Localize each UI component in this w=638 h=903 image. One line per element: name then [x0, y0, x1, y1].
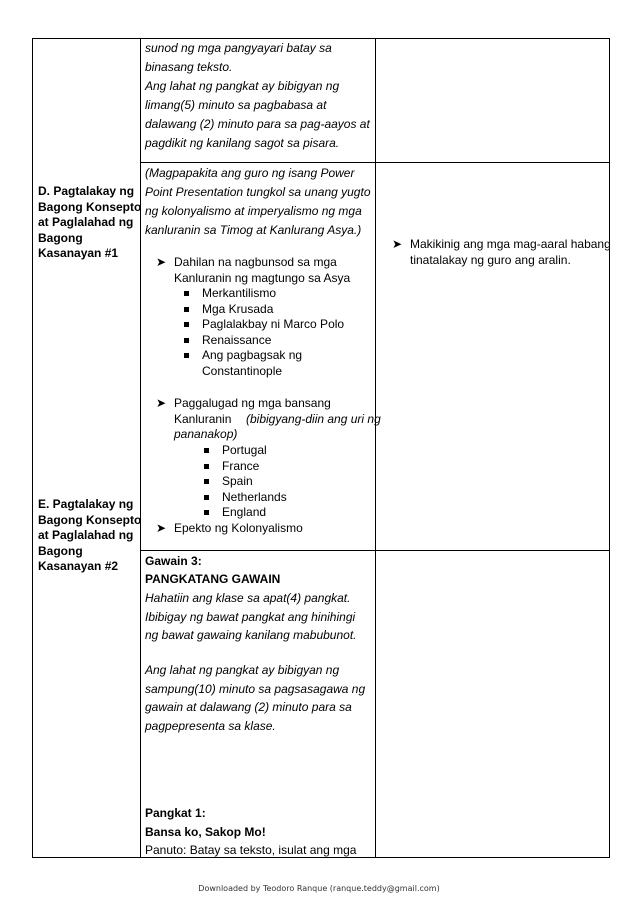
text-line: Ang lahat ng pangkat ay bibigyan ng: [145, 79, 340, 93]
list-item: France: [222, 459, 260, 473]
text-line: dalawang (2) minuto para sa pag-aayos at: [145, 117, 370, 131]
arrow-bullet-icon: ➤: [156, 255, 167, 269]
download-footer: Downloaded by Teodoro Ranque (ranque.teddy@gmail.com): [198, 884, 440, 893]
pangkat-title: Pangkat 1:: [145, 806, 206, 820]
list-item: Ang pagbagsak ng: [202, 348, 303, 362]
bullet-text-italic: (bibigyang-diin ang uri ng: [246, 412, 381, 426]
label-line: at Paglalahad ng: [38, 215, 134, 229]
bullet-text-italic: pananakop): [174, 427, 238, 441]
label-line: Kasanayan #1: [38, 246, 119, 260]
square-bullet-icon: [204, 464, 209, 469]
text-line: limang(5) minuto sa pagbabasa at: [145, 98, 327, 112]
bullet-text: Epekto ng Kolonyalismo: [174, 521, 303, 535]
label-line: Bagong Konsepto: [38, 200, 142, 214]
pangkat-name: Bansa ko, Sakop Mo!: [145, 825, 266, 839]
bullet-text: Kanluranin: [174, 412, 232, 426]
label-line: Kasanayan #2: [38, 559, 119, 573]
table-left-border: [32, 38, 33, 858]
gawain-title: Gawain 3:: [145, 554, 202, 568]
list-item: Portugal: [222, 443, 267, 457]
square-bullet-icon: [204, 448, 209, 453]
square-bullet-icon: [184, 307, 189, 312]
list-item: Renaissance: [202, 333, 272, 347]
panuto-text: Panuto: Batay sa teksto, isulat ang mga: [145, 843, 357, 857]
gawain-subtitle: PANGKATANG GAWAIN: [145, 572, 281, 586]
label-line: D. Pagtalakay ng: [38, 184, 135, 198]
text-line: pagdikit ng kanilang sagot sa pisara.: [145, 136, 340, 150]
square-bullet-icon: [184, 322, 189, 327]
list-item: Mga Krusada: [202, 302, 274, 316]
text-line: Ang lahat ng pangkat ay bibigyan ng: [145, 663, 340, 677]
bullet-text: Paggalugad ng mga bansang: [174, 396, 331, 410]
text-line: binasang teksto.: [145, 60, 233, 74]
square-bullet-icon: [204, 510, 209, 515]
square-bullet-icon: [204, 495, 209, 500]
list-item: Merkantilismo: [202, 286, 277, 300]
label-line: at Paglalahad ng: [38, 528, 134, 542]
list-item-continuation: Constantinople: [202, 364, 283, 378]
arrow-bullet-icon: ➤: [156, 396, 167, 410]
list-item: Paglalakbay ni Marco Polo: [202, 317, 345, 331]
text-line: sunod ng mga pangyayari batay sa: [145, 41, 332, 55]
text-line: Point Presentation tungkol sa unang yugto: [145, 185, 371, 199]
square-bullet-icon: [184, 338, 189, 343]
text-line: pagpepresenta sa klase.: [145, 719, 276, 733]
text-line: kanluranin sa Timog at Kanlurang Asya.): [145, 223, 362, 237]
label-line: E. Pagtalakay ng: [38, 497, 134, 511]
text-line: Ibibigay ng bawat pangkat ang hinihingi: [145, 610, 356, 624]
text-line: ng bawat gawaing kanilang mabubunot.: [145, 628, 357, 642]
bullet-text: Dahilan na nagbunsod sa mga: [174, 255, 337, 269]
table-right-border: [609, 38, 610, 858]
list-item: Spain: [222, 474, 253, 488]
text-line: sampung(10) minuto sa pagsasagawa ng: [145, 682, 366, 696]
text-line: (Magpapakita ang guro ng isang Power: [145, 166, 355, 180]
column1-divider: [140, 38, 141, 858]
list-item: England: [222, 505, 267, 519]
student-activity-text: tinatalakay ng guro ang aralin.: [410, 253, 571, 267]
square-bullet-icon: [184, 291, 189, 296]
label-line: Bagong: [38, 544, 83, 558]
text-line: Hahatiin ang klase sa apat(4) pangkat.: [145, 591, 351, 605]
square-bullet-icon: [204, 479, 209, 484]
label-line: Bagong: [38, 231, 83, 245]
arrow-bullet-icon: ➤: [392, 237, 403, 251]
table-top-border: [32, 38, 610, 39]
arrow-bullet-icon: ➤: [156, 521, 167, 535]
square-bullet-icon: [184, 353, 189, 358]
student-activity-text: Makikinig ang mga mag-aaral habang: [410, 237, 611, 251]
text-line: gawain at dalawang (2) minuto para sa: [145, 700, 352, 714]
label-line: Bagong Konsepto: [38, 513, 142, 527]
text-line: ng kolonyalismo at imperyalismo ng mga: [145, 204, 362, 218]
column2-divider: [375, 38, 376, 858]
bullet-text: Kanluranin ng magtungo sa Asya: [174, 271, 351, 285]
list-item: Netherlands: [222, 490, 287, 504]
